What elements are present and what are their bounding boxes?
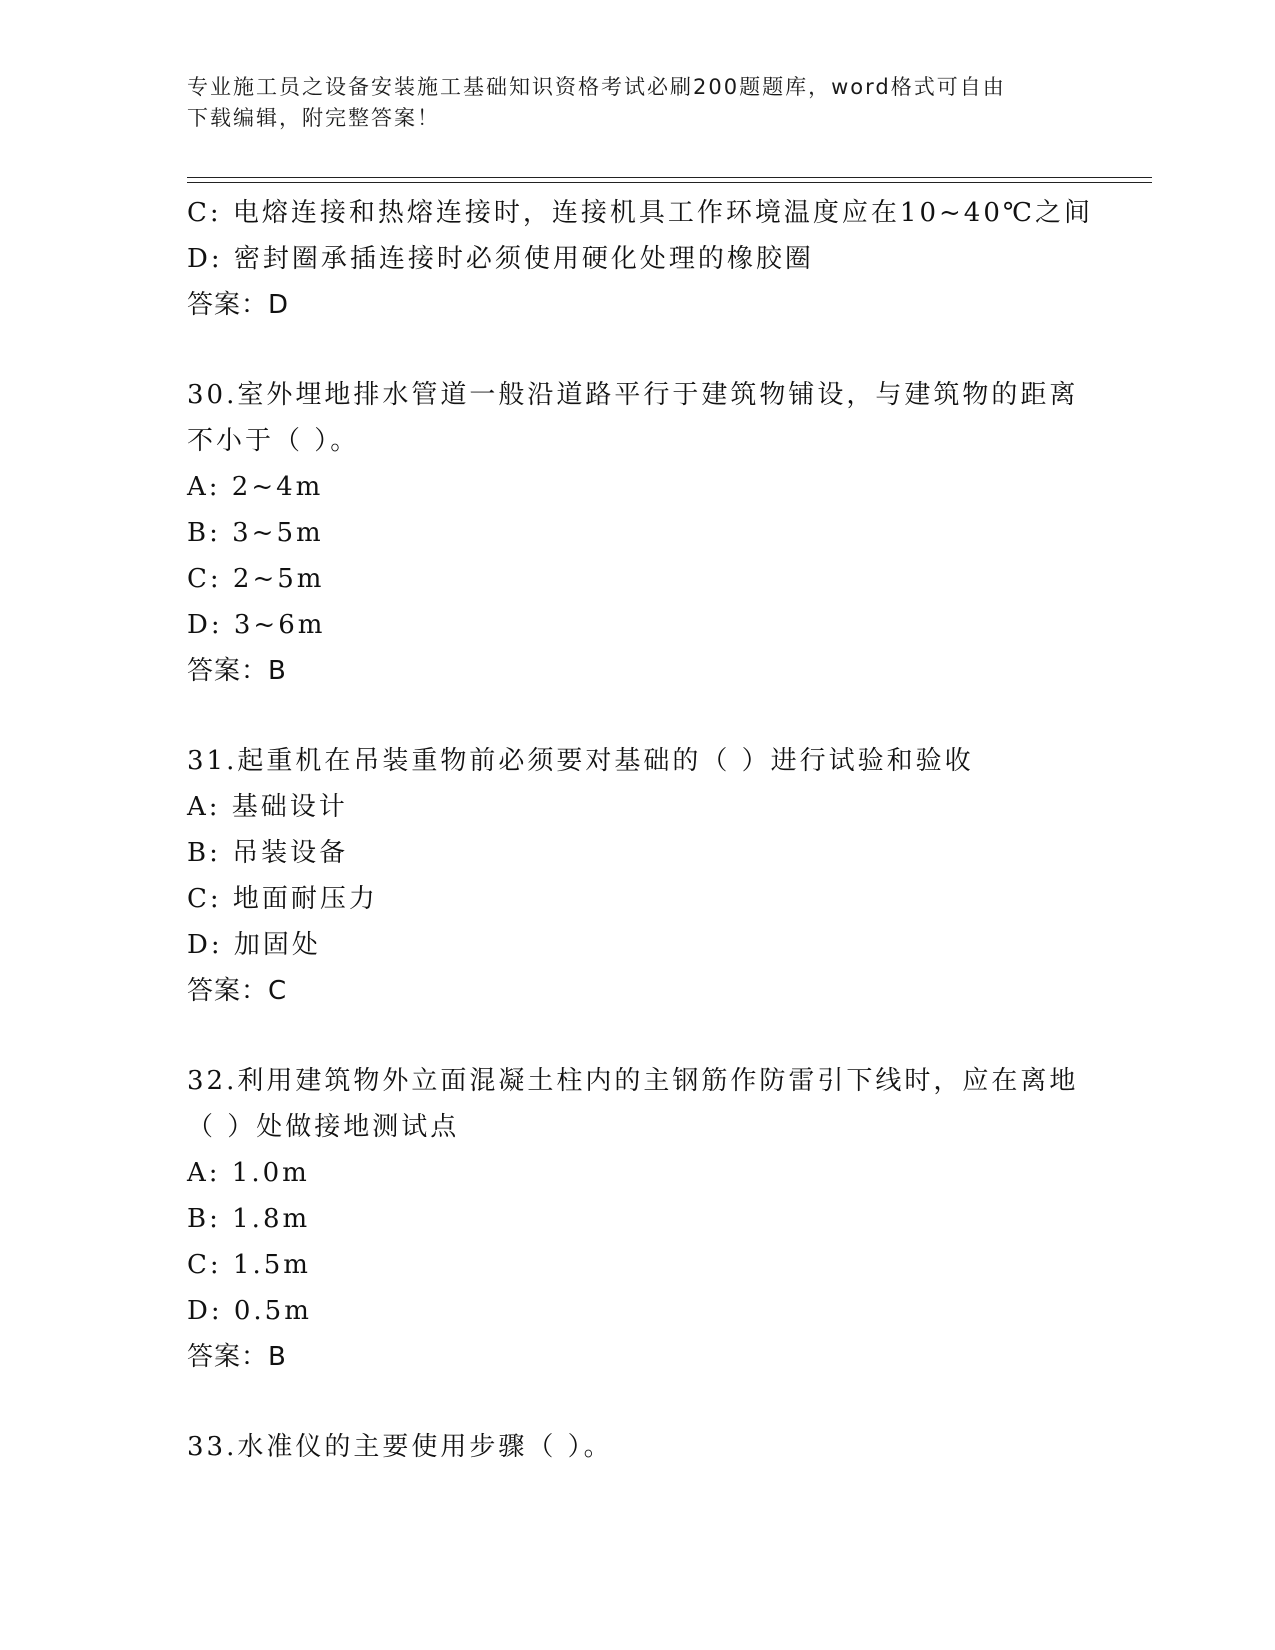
- question-33: [187, 1424, 1087, 1470]
- option-c: C: 2~5m: [187, 564, 325, 594]
- header-line-1: 专业施工员之设备安装施工基础知识资格考试必刷200题题库，word格式可自由: [187, 75, 1006, 99]
- option-d: D: 密封圈承插连接时必须使用硬化处理的橡胶圈: [187, 244, 814, 274]
- header-rule-bottom: [187, 182, 1152, 183]
- option-b: B: 吊装设备: [187, 838, 349, 868]
- question-stem: 32.利用建筑物外立面混凝土柱内的主钢筋作防雷引下线时，应在离地: [187, 1066, 1079, 1096]
- question-31: [187, 738, 1087, 1014]
- question-29: [187, 190, 1093, 328]
- option-a: A: 1.0m: [187, 1158, 310, 1188]
- question-stem: 33.水准仪的主要使用步骤（ ）。: [187, 1432, 613, 1462]
- option-a: A: 基础设计: [187, 792, 348, 822]
- header-rule-top: [187, 177, 1152, 178]
- option-d: D: 加固处: [187, 930, 321, 960]
- answer: 答案：D: [187, 290, 290, 320]
- option-b: B: 3~5m: [187, 518, 324, 548]
- option-d: D: 0.5m: [187, 1296, 312, 1326]
- header-line-2: 下载编辑，附完整答案！: [187, 106, 440, 130]
- question-list: [187, 190, 1093, 1470]
- answer: 答案：C: [187, 976, 288, 1006]
- document-header: [187, 72, 1087, 134]
- option-a: A: 2~4m: [187, 472, 324, 502]
- option-c: C: 1.5m: [187, 1250, 311, 1280]
- question-30: [187, 372, 1087, 694]
- answer: 答案：B: [187, 1342, 287, 1372]
- question-stem-cont: 不小于（ ）。: [187, 426, 360, 456]
- option-c: C: 地面耐压力: [187, 884, 378, 914]
- option-b: B: 1.8m: [187, 1204, 311, 1234]
- answer: 答案：B: [187, 656, 287, 686]
- question-stem-cont: （ ）处做接地测试点: [187, 1112, 460, 1142]
- question-stem: 31.起重机在吊装重物前必须要对基础的（ ）进行试验和验收: [187, 746, 974, 776]
- option-d: D: 3~6m: [187, 610, 326, 640]
- question-stem: 30.室外埋地排水管道一般沿道路平行于建筑物铺设，与建筑物的距离: [187, 380, 1079, 410]
- option-c: C: 电熔连接和热熔连接时，连接机具工作环境温度应在10~40℃之间: [187, 198, 1093, 228]
- question-32: [187, 1058, 1087, 1380]
